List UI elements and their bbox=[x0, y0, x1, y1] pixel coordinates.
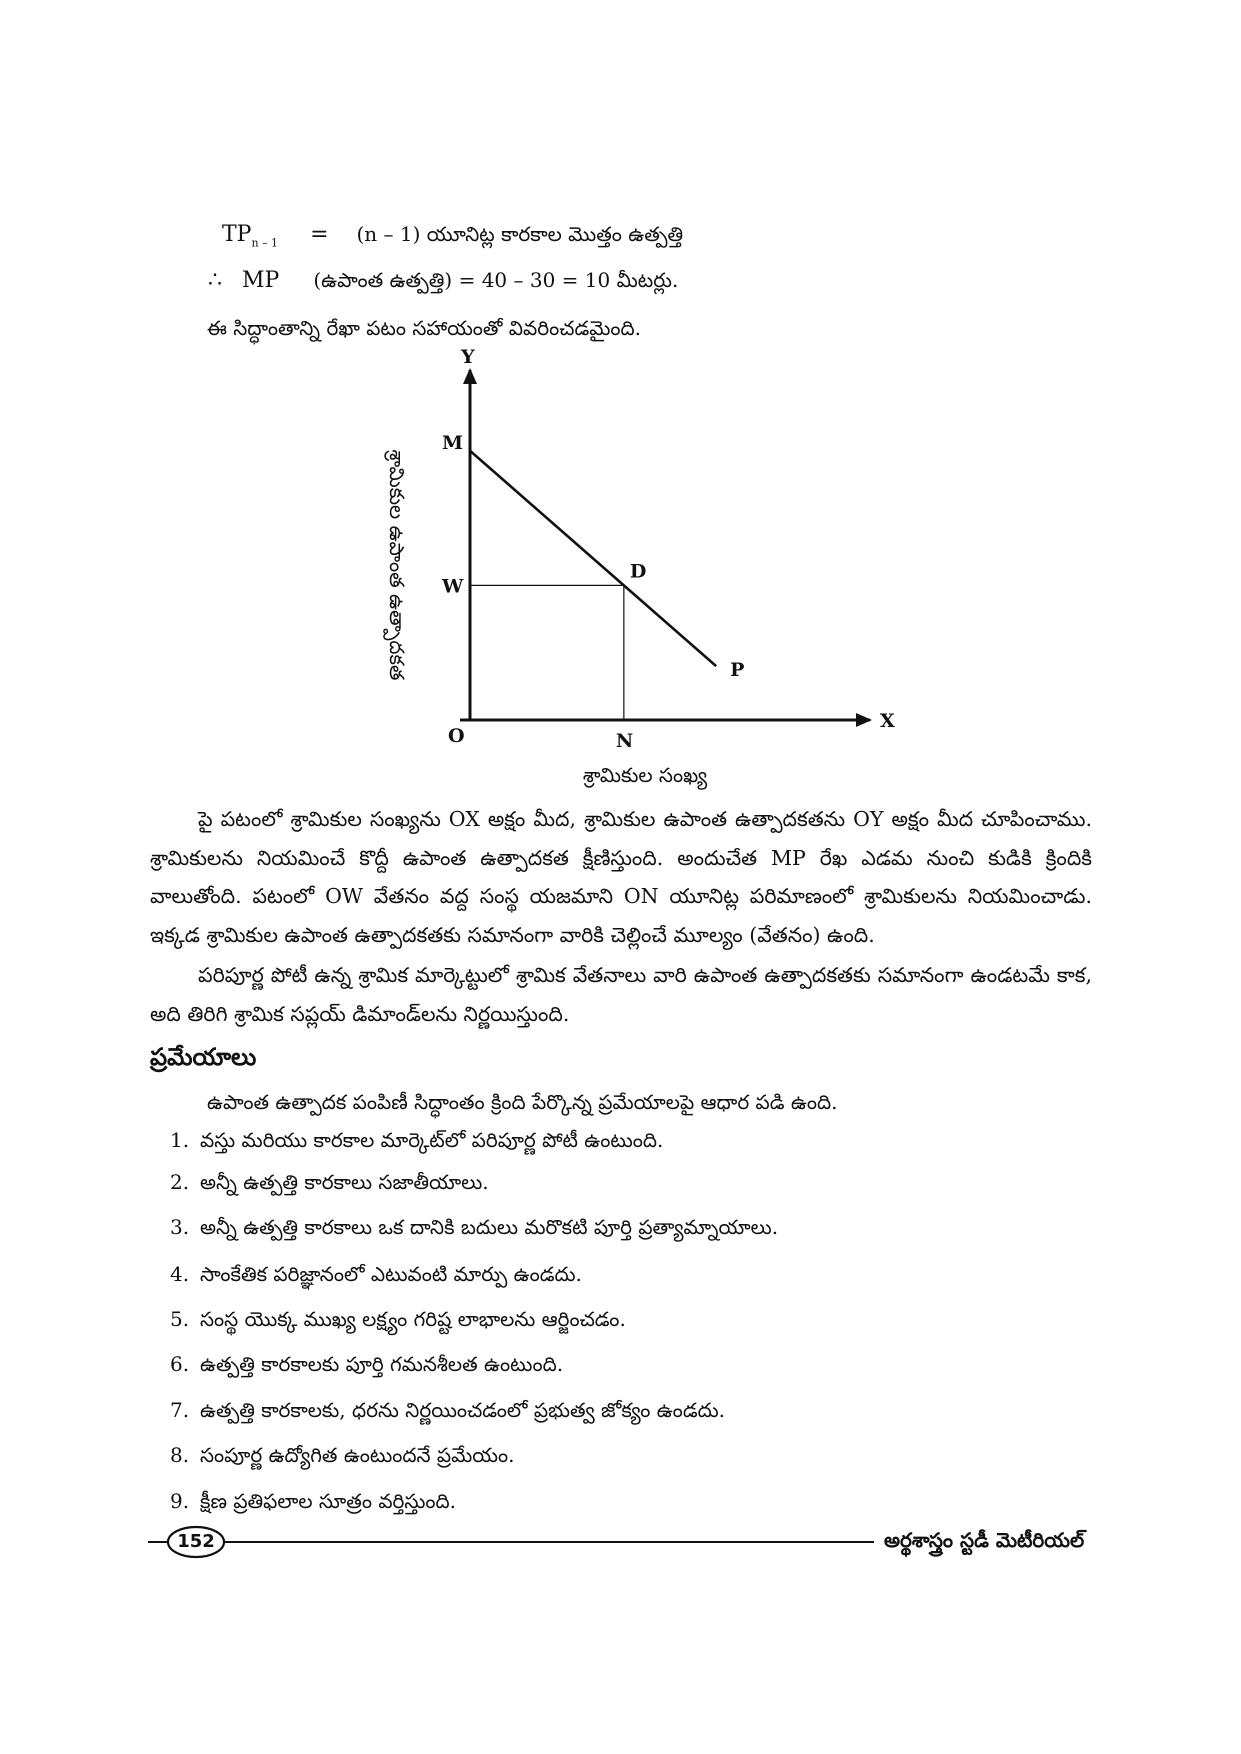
list-item-number: 8. bbox=[170, 1443, 190, 1467]
tp-definition: (n – 1) యూనిట్ల కారకాల మొత్తం ఉత్పత్తి bbox=[356, 222, 684, 246]
list-item bbox=[170, 1215, 778, 1244]
list-item bbox=[170, 1307, 626, 1336]
paragraph-1-text: పై పటంలో శ్రామికుల సంఖ్యను OX అక్షం మీద, శ్రామికుల ఉపాంత ఉత్పాదకతను OY అక్షం మీద చూపించాము. శ్రామికులను నియమించే కొద్దీ ఉపాంత ఉత్పాదకత క్షీణిస్తుంది. అందుచేత MP రేఖ ఎడమ నుంచి కుడికి క్రిందికి వాలుతోంది. పటంలో OW వేతనం వద్ద సంస్థ యజమాని ON యూనిట్ల పరిమాణంలో శ్రామికులను నియమించాడు. ఇక్కడ శ్రామికుల ఉపాంత ఉత్పాదకతకు సమానంగా వారికి చెల్లించే మూల్యం (వేతనం) ఉంది. bbox=[150, 807, 1092, 947]
list-item bbox=[170, 1398, 725, 1427]
origin-label: O bbox=[448, 725, 465, 747]
list-item-number: 7. bbox=[170, 1398, 190, 1422]
list-item-text: క్షీణ ప్రతిఫలాల సూత్రం వర్తిస్తుంది. bbox=[200, 1489, 456, 1513]
list-item-number: 1. bbox=[170, 1128, 190, 1152]
therefore-symbol: ∴ bbox=[208, 268, 222, 293]
mp-curve bbox=[470, 451, 716, 666]
list-item-text: అన్నీ ఉత్పత్తి కారకాలు సజాతీయాలు. bbox=[200, 1170, 489, 1194]
point-d-label: D bbox=[629, 560, 647, 583]
tp-symbol: TP bbox=[222, 222, 252, 247]
paragraph-2-text: పరిపూర్ణ పోటీ ఉన్న శ్రామిక మార్కెట్టులో శ్రామిక వేతనాలు వారి ఉపాంత ఉత్పాదకతకు సమానంగా ఉండటమే కాక, అది తిరిగి శ్రామిక సప్లయ్ డిమాండ్‌లను నిర్ణయిస్తుంది. bbox=[150, 963, 1092, 1026]
y-axis-letter: Y bbox=[461, 346, 475, 368]
mp-chart bbox=[370, 346, 895, 790]
list-item-text: సాంకేతిక పరిజ్ఞానంలో ఎటువంటి మార్పు ఉండదు. bbox=[200, 1262, 582, 1286]
section-heading: ప్రమేయాలు bbox=[150, 1042, 257, 1071]
list-item bbox=[170, 1128, 663, 1157]
intro-line: ఈ సిద్ధాంతాన్ని రేఖా పటం సహాయంతో వివరించడమైంది. bbox=[207, 316, 642, 340]
formula-tp bbox=[222, 222, 683, 251]
formula-mp bbox=[208, 268, 678, 297]
list-item-text: ఉత్పత్తి కారకాలకు పూర్తి గమనశీలత ఉంటుంది. bbox=[200, 1352, 564, 1376]
x-axis-title: శ్రామికుల సంఖ్య bbox=[582, 763, 708, 787]
list-item bbox=[170, 1489, 456, 1518]
w-label: W bbox=[442, 575, 464, 598]
tp-equals: = bbox=[310, 222, 329, 247]
y-axis-arrow bbox=[463, 368, 477, 384]
list-item-number: 9. bbox=[170, 1489, 190, 1513]
list-item-text: ఉత్పత్తి కారకాలకు, ధరను నిర్ణయించడంలో ప్రభుత్వ జోక్యం ఉండదు. bbox=[200, 1398, 726, 1422]
footer-rule bbox=[140, 1522, 880, 1562]
list-item bbox=[170, 1262, 582, 1291]
list-item-text: సంస్థ యొక్క ముఖ్య లక్ష్యం గరిష్ట లాభాలను ఆర్జించడం. bbox=[200, 1307, 626, 1331]
list-item bbox=[170, 1170, 489, 1199]
list-item-number: 4. bbox=[170, 1262, 190, 1286]
list-item-number: 3. bbox=[170, 1215, 190, 1239]
book-title: అర్థశాస్త్రం స్టడీ మెటీరియల్ bbox=[884, 1528, 1085, 1552]
point-p-label: P bbox=[730, 659, 745, 682]
x-axis-letter: X bbox=[880, 710, 895, 732]
section-intro: ఉపాంత ఉత్పాదక పంపిణీ సిద్ధాంతం క్రింది పేర్కొన్న ప్రమేయాలపై ఆధార పడి ఉంది. bbox=[207, 1090, 838, 1114]
list-item-text: అన్నీ ఉత్పత్తి కారకాలు ఒక దానికి బదులు మరొకటి పూర్తి ప్రత్యామ్నాయాలు. bbox=[200, 1215, 779, 1239]
tp-subscript: n – 1 bbox=[251, 236, 279, 250]
paragraph-2 bbox=[150, 956, 1092, 1033]
list-item bbox=[170, 1443, 515, 1472]
list-item-number: 6. bbox=[170, 1352, 190, 1376]
list-item-number: 2. bbox=[170, 1170, 190, 1194]
n-label: N bbox=[615, 730, 634, 752]
y-axis-title: శ్రామికుల ఉపాంత ఉత్పాదకత bbox=[385, 449, 409, 681]
page-number: 152 bbox=[177, 1531, 215, 1552]
mp-label: MP bbox=[242, 268, 280, 293]
paragraph-1 bbox=[150, 800, 1092, 954]
list-item-number: 5. bbox=[170, 1307, 190, 1331]
list-item-text: సంపూర్ణ ఉద్యోగిత ఉంటుందనే ప్రమేయం. bbox=[200, 1443, 515, 1467]
list-item bbox=[170, 1352, 563, 1381]
point-m-label: M bbox=[442, 431, 464, 454]
x-axis-arrow bbox=[856, 713, 872, 727]
list-item-text: వస్తు మరియు కారకాల మార్కెట్‌లో పరిపూర్ణ పోటీ ఉంటుంది. bbox=[200, 1128, 664, 1152]
mp-expression: (ఉపాంత ఉత్పత్తి) = 40 – 30 = 10 మీటర్లు. bbox=[313, 268, 679, 292]
